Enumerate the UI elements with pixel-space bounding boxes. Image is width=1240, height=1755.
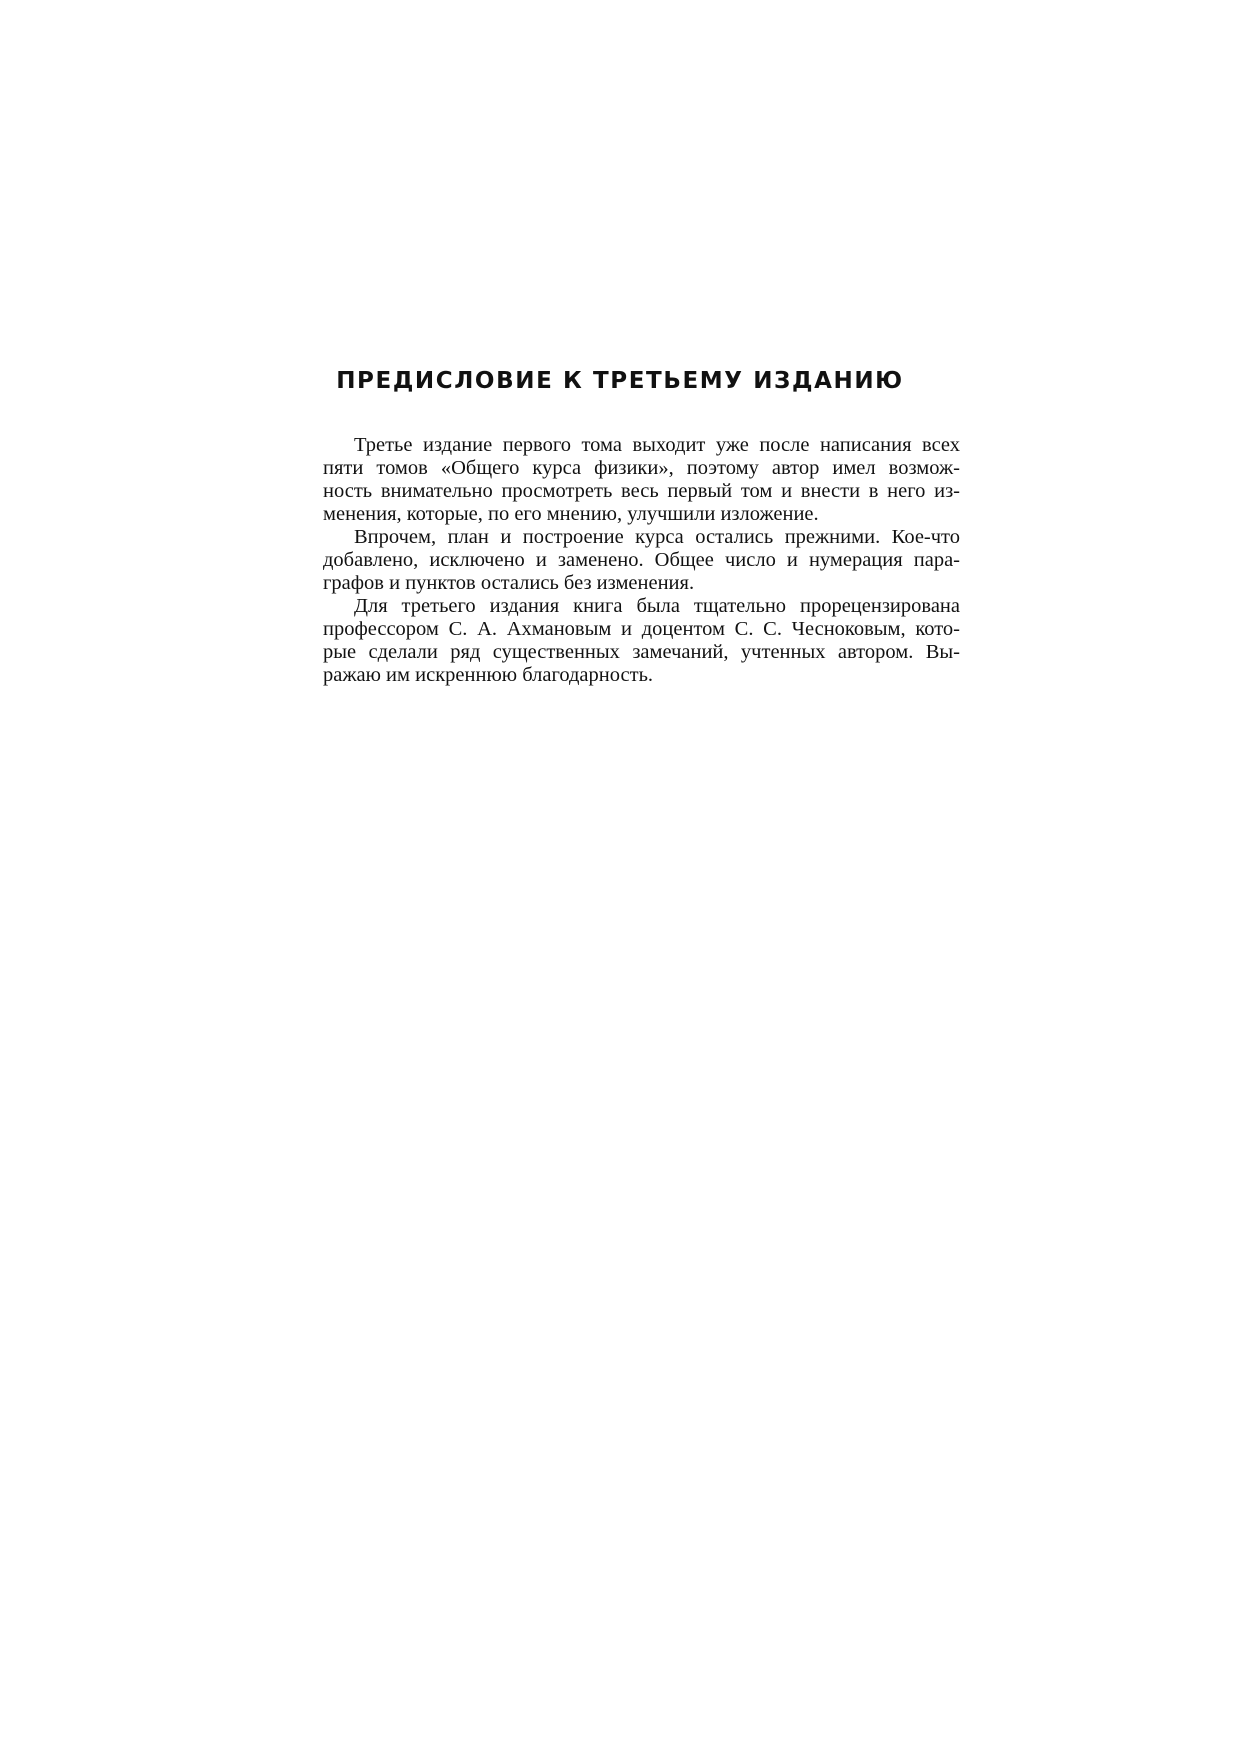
text-line: ность внимательно просмотреть весь первый том и внести в него из- bbox=[323, 480, 960, 502]
text-line: добавлено, исключено и заменено. Общее число и нумерация пара- bbox=[323, 549, 960, 571]
text-line: пяти томов «Общего курса физики», поэтому автор имел возмож- bbox=[323, 457, 960, 479]
preface-heading: ПРЕДИСЛОВИЕ К ТРЕТЬЕМУ ИЗДАНИЮ bbox=[336, 368, 904, 394]
text-line: Впрочем, план и построение курса остались прежними. Кое-что bbox=[354, 526, 960, 548]
text-line: профессором С. А. Ахмановым и доцентом С. С. Чесноковым, кото- bbox=[323, 618, 960, 640]
paragraph-3 bbox=[292, 595, 960, 687]
text-line: Для третьего издания книга была тщательно прорецензирована bbox=[354, 595, 960, 617]
text-line: Третье издание первого тома выходит уже после написания всех bbox=[354, 434, 960, 456]
text-line: ражаю им искреннюю благодарность. bbox=[323, 664, 654, 686]
text-line: рые сделали ряд существенных замечаний, учтенных автором. Вы- bbox=[323, 641, 960, 663]
text-line: менения, которые, по его мнению, улучшили изложение. bbox=[323, 503, 819, 525]
text-line: графов и пунктов остались без изменения. bbox=[323, 572, 695, 594]
paragraph-2 bbox=[292, 526, 960, 595]
paragraph-1 bbox=[292, 434, 960, 526]
preface-body bbox=[292, 434, 960, 687]
